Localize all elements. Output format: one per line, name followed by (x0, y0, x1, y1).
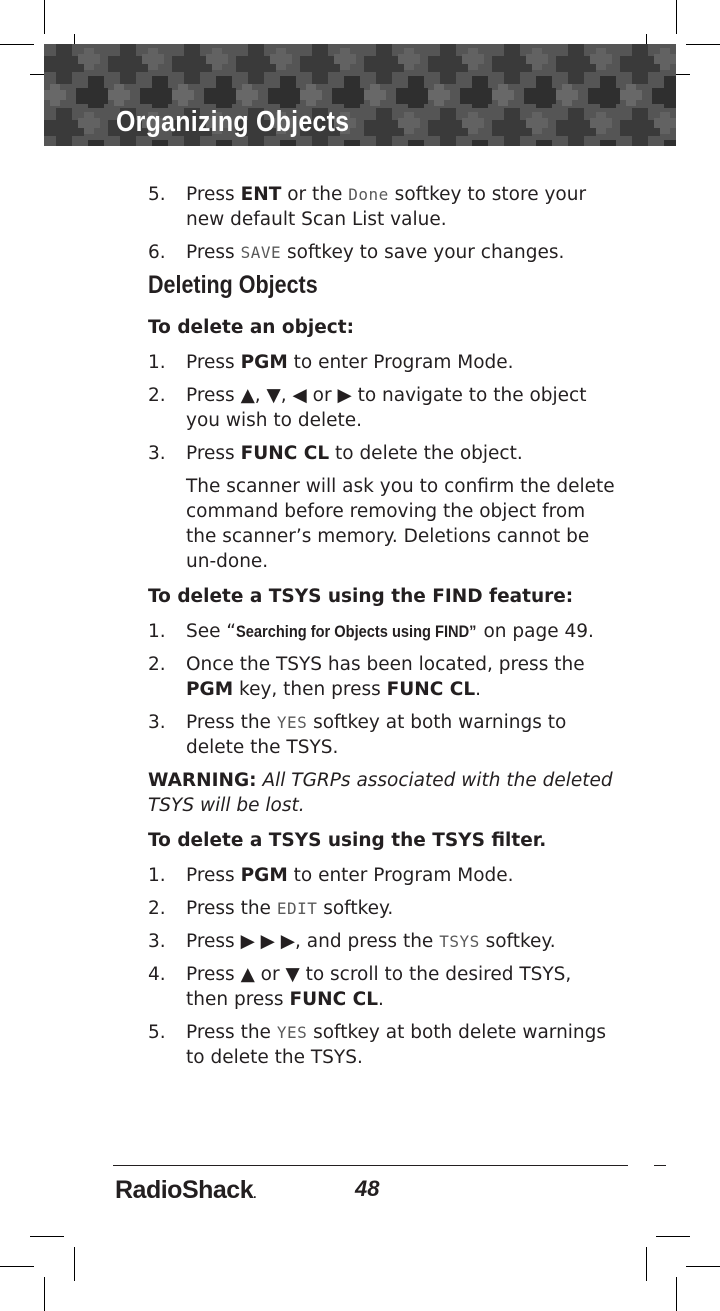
crop-mark (676, 0, 677, 34)
step-text (186, 182, 618, 232)
text-run: Press (186, 242, 241, 263)
step-text (186, 929, 618, 954)
warning-note (148, 768, 618, 818)
text-run: to delete the object. (329, 443, 523, 464)
list-item (148, 441, 618, 466)
step-number: 6. (148, 242, 166, 263)
softkey-label: YES (276, 1023, 308, 1042)
step-text (186, 710, 618, 760)
step-number: 2. (148, 654, 166, 675)
step-text (186, 896, 618, 921)
subsection-heading: To delete an object: (148, 317, 354, 338)
step-text (186, 240, 618, 265)
softkey-label: YES (276, 713, 308, 732)
softkey-label: EDIT (276, 899, 318, 918)
text-run: softkey. (317, 898, 394, 919)
step-number: 2. (148, 898, 166, 919)
note-paragraph: The scanner will ask you to confirm the delete command before removing the object from the scanner’s memory. Deletions cannot be un-done. (186, 476, 615, 572)
list-item (148, 350, 618, 375)
text-run: softkey to save your changes. (281, 242, 565, 263)
step-number: 3. (148, 931, 166, 952)
step-number: 5. (148, 1022, 166, 1043)
logo-dot: . (253, 1187, 256, 1201)
list-item (148, 863, 618, 888)
crop-mark (686, 1266, 720, 1267)
text-run: key, then press (233, 679, 387, 700)
text-run: softkey. (479, 931, 556, 952)
brand-logo (115, 1176, 256, 1205)
softkey-label: SAVE (240, 243, 282, 262)
step-number: 1. (148, 865, 166, 886)
warning-label: WARNING: (148, 770, 257, 791)
text-run: . (377, 989, 384, 1010)
page-number: 48 (355, 1176, 380, 1201)
text-run: or the (281, 184, 349, 205)
crop-mark (44, 0, 45, 34)
crop-mark (74, 1247, 75, 1281)
step-number: 1. (148, 352, 166, 373)
step-text (186, 1020, 618, 1070)
step-text (186, 863, 618, 888)
step-text (186, 350, 618, 375)
logo-text: RadioShack (115, 1176, 254, 1204)
text-run: Press (186, 352, 241, 373)
key-name: PGM (240, 352, 288, 373)
text-run: to enter Program Mode. (287, 352, 514, 373)
step-number: 5. (148, 184, 166, 205)
text-run: softkey at both warnings to delete the TSYS. (186, 712, 567, 758)
step-text (186, 383, 618, 433)
step-text (186, 652, 618, 702)
crop-mark (44, 1277, 45, 1311)
text-run: on page 49. (477, 621, 594, 642)
list-item (148, 929, 618, 954)
step-text (186, 441, 618, 466)
step-text (186, 619, 618, 644)
crop-mark (676, 1277, 677, 1311)
intro-steps (148, 182, 618, 265)
list-item (148, 962, 618, 1012)
text-run: Press (186, 184, 241, 205)
text-run: Press the (186, 1022, 277, 1043)
crop-mark (0, 1266, 34, 1267)
text-run: Once the TSYS has been located, press the (186, 654, 585, 675)
header-banner (44, 44, 676, 146)
section-heading: Deleting Objects (148, 271, 318, 299)
step-number: 3. (148, 443, 166, 464)
footer-tick (654, 1165, 666, 1166)
text-run: softkey to store your new default Scan List value. (186, 184, 587, 230)
crop-mark (0, 44, 34, 45)
cross-reference: Searching for Objects using FIND” (235, 622, 477, 641)
subsection-heading: To delete a TSYS using the TSYS filter. (148, 830, 547, 851)
text-run: Press ▲, ▼, ◀ or ▶ to navigate to the object you wish to delete. (186, 385, 587, 431)
softkey-label: TSYS (439, 932, 480, 951)
list-item (148, 240, 618, 265)
list-item (148, 896, 618, 921)
text-run: See “ (186, 621, 236, 642)
softkey-label: Done (348, 185, 389, 204)
warning-text: All TGRPs associated with the deleted TSYS will be lost. (148, 770, 613, 816)
crop-mark (656, 1236, 690, 1237)
subsection-heading: To delete a TSYS using the FIND feature: (148, 586, 574, 607)
list-item (148, 1020, 618, 1070)
text-run: . (475, 679, 482, 700)
list-item (148, 710, 618, 760)
key-name: FUNC CL (240, 443, 330, 464)
text-run: Press (186, 443, 241, 464)
list-item (148, 652, 618, 702)
text-run: Press the (186, 898, 277, 919)
step-text (186, 962, 618, 1012)
step-number: 2. (148, 385, 166, 406)
key-name: FUNC CL (386, 679, 476, 700)
key-name: PGM (240, 865, 288, 886)
key-name: ENT (240, 184, 282, 205)
list-item (148, 383, 618, 433)
list-item (148, 619, 618, 644)
crop-mark (30, 1236, 64, 1237)
step-number: 1. (148, 621, 166, 642)
text-run: Press ▶ ▶ ▶, and press the (186, 931, 440, 952)
key-name: PGM (186, 679, 234, 700)
text-run: Press the (186, 712, 277, 733)
page-title: Organizing Objects (116, 106, 350, 138)
list-item (148, 182, 618, 232)
text-run: Press ▲ or ▼ to scroll to the desired TSYS, then press (186, 964, 572, 1010)
crop-mark (646, 1247, 647, 1281)
step-number: 3. (148, 712, 166, 733)
crop-mark (686, 44, 720, 45)
step-number: 4. (148, 964, 166, 985)
page-content (148, 182, 618, 1078)
footer-rule (113, 1165, 628, 1166)
text-run: to enter Program Mode. (287, 865, 514, 886)
key-name: FUNC CL (289, 989, 378, 1010)
text-run: softkey at both delete warnings to delete the TSYS. (186, 1022, 607, 1068)
text-run: Press (186, 865, 241, 886)
